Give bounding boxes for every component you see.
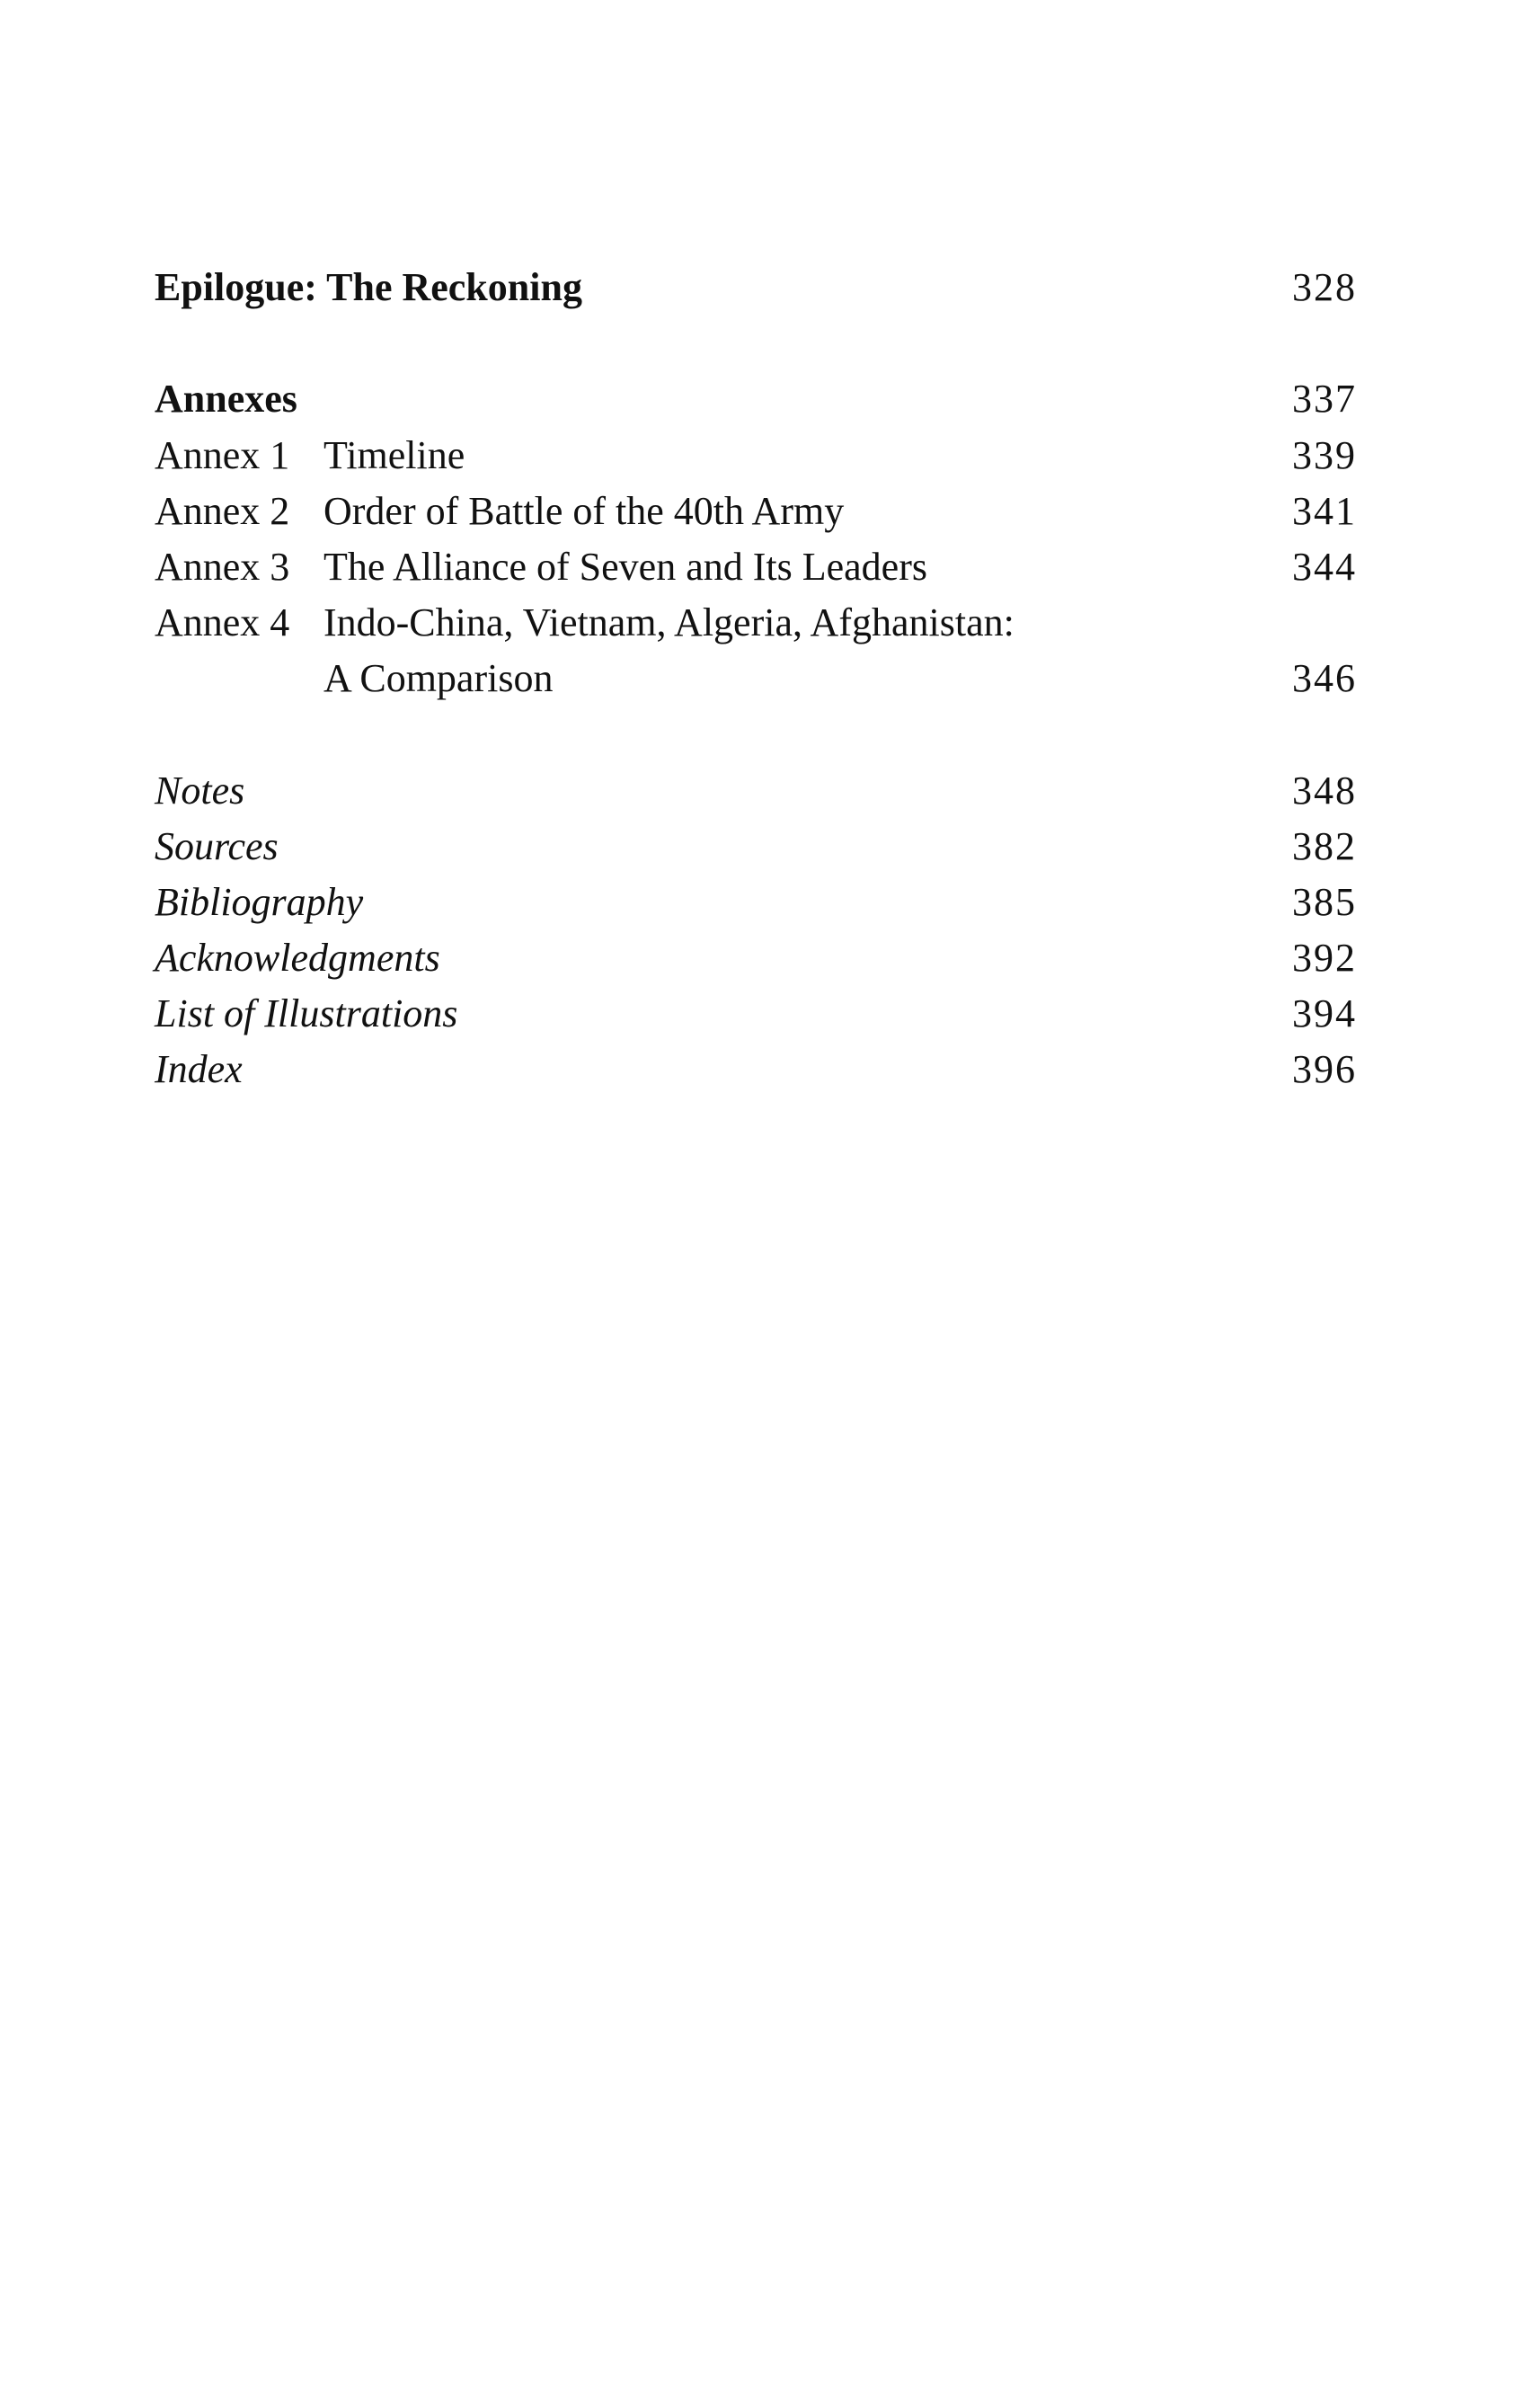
page-number: 382 <box>1292 824 1357 868</box>
toc-entry-notes <box>155 762 1357 820</box>
toc-entry-annex-3 <box>155 538 1357 596</box>
entry-title: Notes <box>155 769 245 813</box>
annex-label: Annex 4 <box>155 600 290 644</box>
page-number: 328 <box>1292 265 1357 309</box>
entry-title: Bibliography <box>155 880 364 924</box>
page-number: 385 <box>1292 880 1357 924</box>
entry-title: Acknowledgments <box>155 936 440 980</box>
entry-title: Sources <box>155 824 279 868</box>
page-number: 337 <box>1292 377 1357 421</box>
page-number: 348 <box>1292 769 1357 813</box>
page-number: 396 <box>1292 1047 1357 1091</box>
page-number: 344 <box>1292 545 1357 589</box>
entry-title: Index <box>155 1047 243 1091</box>
page-number: 341 <box>1292 489 1357 533</box>
toc-entry-epilogue <box>155 259 1357 316</box>
entry-title-continued: A Comparison <box>323 656 554 700</box>
toc-entry-acknowledgments <box>155 929 1357 987</box>
toc-entry-annexes <box>155 370 1357 428</box>
entry-title: Indo-China, Vietnam, Algeria, Afghanistan: <box>323 600 1015 644</box>
entry-title: List of Illustrations <box>155 991 458 1035</box>
page-number: 394 <box>1292 991 1357 1035</box>
toc-entry-sources <box>155 818 1357 875</box>
toc-entry-annex-4-continued <box>155 650 1357 707</box>
toc-entry-bibliography <box>155 874 1357 931</box>
entry-title: The Alliance of Seven and Its Leaders <box>323 545 927 589</box>
toc-entry-annex-4 <box>155 594 1357 652</box>
toc-entry-annex-1 <box>155 427 1357 484</box>
entry-title: Epilogue: The Reckoning <box>155 265 582 309</box>
annex-label: Annex 2 <box>155 489 290 533</box>
annex-label: Annex 3 <box>155 545 290 589</box>
page-number: 392 <box>1292 936 1357 980</box>
section-heading: Annexes <box>155 377 297 421</box>
toc-entry-list-of-illustrations <box>155 985 1357 1043</box>
entry-title: Order of Battle of the 40th Army <box>323 489 845 533</box>
entry-title: Timeline <box>323 433 465 477</box>
annex-label: Annex 1 <box>155 433 290 477</box>
toc-entry-annex-2 <box>155 483 1357 540</box>
page-number: 346 <box>1292 656 1357 700</box>
toc-entry-index <box>155 1041 1357 1098</box>
page-number: 339 <box>1292 433 1357 477</box>
